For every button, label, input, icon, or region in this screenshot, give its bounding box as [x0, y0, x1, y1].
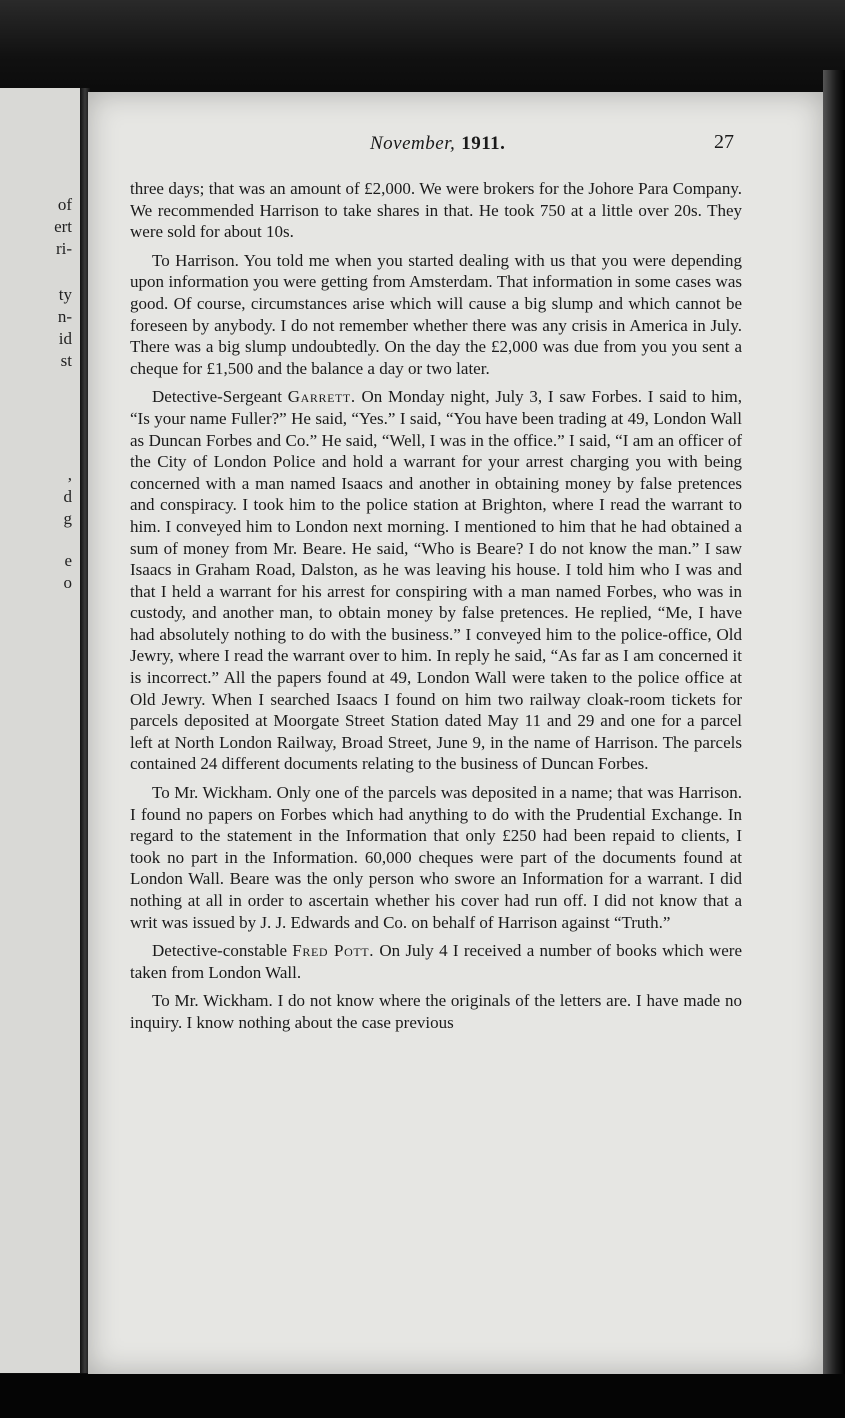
- paragraph-testimony-garrett: Detective-Sergeant Garrett. On Monday night, July 3, I saw Forbes. I said to him, “Is your name Fuller?” He said, “Yes.” I said, “You have been trading at 49, London Wall as Duncan Forbes and Co.” He said, “Well, I was in the office.” I said, “I am an officer of the City of London Police and hold a warrant for your arrest charging you with being concerned with a man named Isaacs and another in obtaining money by false pretences and conspiracy. I took him to the police station at Brighton, where I read the warrant to him. I conveyed him to London next morning. I mentioned to him that he had obtained a sum of money from Mr. Beare. He said, “Who is Beare? I do not know the man.” I saw Isaacs in Graham Road, Dalston, as he was leaving his house. I told him who I was and that I held a warrant for his arrest for conspiring with a man named Forbes, who was in custody, and another man, to obtain money by false pretences. He replied, “Me, I have had absolutely nothing to do with the business.” I conveyed him to the police-office, Old Jewry, where I read the warrant over to him. In reply he said, “As far as I am concerned it is incorrect.” All the papers found at 49, London Wall were taken to the police office at Old Jewry. When I searched Isaacs I found on him two railway cloak-room tickets for parcels deposited at Moorgate Street Station dated May 11 and 29 and one for a parcel left at North London Railway, Broad Street, June 9, in the name of Harrison. The parcels contained 24 different documents relating to the business of Duncan Forbes.: [130, 387, 742, 774]
- witness-name: Garrett.: [287, 387, 356, 407]
- header-date: [370, 133, 505, 155]
- facing-page-edge: [0, 88, 84, 1373]
- facing-page-fragment: n-: [57, 307, 72, 326]
- paragraph: To Mr. Wickham. I do not know where the originals of the letters are. I have made no inquiry. I know nothing about the case previous: [130, 991, 742, 1032]
- facing-page-fragment: ty: [58, 285, 72, 304]
- facing-page-fragment: ,: [67, 465, 72, 484]
- facing-page-fragment: ert: [54, 217, 72, 236]
- paragraph: To Harrison. You told me when you started dealing with us that you were depending upon information you were getting from Amsterdam. That information in some cases was good. Of course, circumstances arise which will cause a big slump and which cannot be foreseen by anybody. I do not remember whether there was any crisis in America in July. There was a big slump undoubtedly. On the day the £2,000 was due from you you sent a cheque for £1,500 and the balance a day or two later.: [130, 250, 742, 378]
- facing-page-fragment: of: [57, 195, 72, 214]
- facing-page-fragment: d: [63, 487, 72, 506]
- facing-page-fragment: st: [60, 351, 72, 370]
- witness-title: Detective-constable: [152, 941, 287, 961]
- scan-bottom-border: [0, 1374, 845, 1418]
- header-year: 1911.: [461, 133, 506, 154]
- paragraph: three days; that was an amount of £2,000. We were brokers for the Johore Para Company. We recommended Harrison to take shares in that. He took 750 at a little over 20s. They were sold for about 10s.: [130, 179, 742, 242]
- witness-name: Fred Pott.: [292, 941, 375, 961]
- facing-page-fragment: ri-: [55, 239, 72, 258]
- facing-page-fragment: e: [64, 551, 72, 570]
- page-number: 27: [714, 131, 734, 153]
- paragraph-testimony-pott: Detective-constable Fred Pott. On July 4 I received a number of books which were taken from London Wall.: [130, 941, 742, 982]
- running-header: [130, 133, 740, 163]
- facing-page-fragment: id: [58, 329, 72, 348]
- body-text: [130, 178, 742, 1041]
- paragraph: To Mr. Wickham. Only one of the parcels was deposited in a name; that was Harrison. I found no papers on Forbes which had anything to do with the Prudential Exchange. In regard to the statement in the Information that only £250 had been repaid to clients, I took no part in the Information. 60,000 cheques were part of the documents found at London Wall. Beare was the only person who swore an Information for a warrant. I did nothing at all in order to ascertain whether his cover had run off. I did not know that a writ was issued by J. J. Edwards and Co. on behalf of Harrison against “Truth.”: [130, 783, 742, 932]
- page-right-edge: [823, 70, 845, 1380]
- scan-top-border: [0, 0, 845, 95]
- facing-page-fragment: g: [63, 509, 72, 528]
- header-month: November,: [370, 133, 456, 154]
- facing-page-fragment: o: [63, 573, 72, 592]
- witness-title: Detective-Sergeant: [152, 387, 282, 407]
